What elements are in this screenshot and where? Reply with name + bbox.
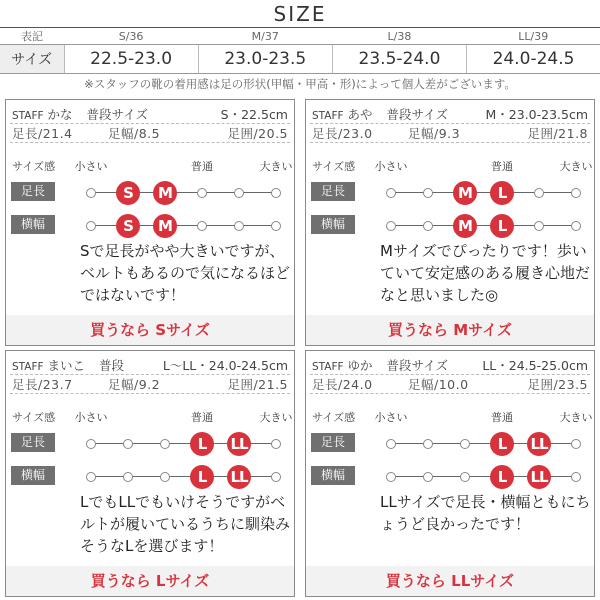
scale-large-label: 大きい bbox=[559, 411, 593, 424]
fit-scale-dot bbox=[423, 472, 433, 482]
size-marker: L bbox=[490, 181, 514, 205]
fit-scale-dot bbox=[571, 221, 581, 231]
usual-size-value: L〜LL・24.0-24.5cm bbox=[162, 358, 288, 373]
scale-large-label: 大きい bbox=[259, 160, 293, 173]
scale-normal-label: 普通 bbox=[191, 160, 213, 173]
fit-scale-dot bbox=[86, 188, 96, 198]
scale-large-label: 大きい bbox=[259, 411, 293, 424]
fit-scale-track bbox=[391, 225, 576, 226]
staff-tag: STAFF bbox=[12, 361, 44, 373]
staff-review-card bbox=[305, 350, 595, 597]
staff-header bbox=[12, 356, 288, 374]
foot-measurements bbox=[12, 375, 288, 391]
foot-length: 足長/21.4 bbox=[12, 126, 73, 141]
staff-header bbox=[12, 105, 288, 123]
usual-size-label: 普段サイズ bbox=[86, 107, 149, 122]
size-header-label: 表記 bbox=[21, 30, 43, 43]
size-marker: M bbox=[453, 214, 477, 238]
dashed-divider bbox=[10, 393, 290, 394]
fit-scale-dot bbox=[386, 188, 396, 198]
size-table-value-row bbox=[0, 45, 600, 74]
fit-row-label-width: 横幅 bbox=[11, 466, 55, 485]
fit-scale-dot bbox=[197, 188, 207, 198]
scale-normal-label: 普通 bbox=[191, 411, 213, 424]
foot-length: 足長/23.0 bbox=[312, 126, 373, 141]
fit-scale-dot bbox=[86, 221, 96, 231]
fit-disclaimer-note: ※スタッフの靴の着用感は足の形状(甲幅・甲高・形)によって個人差がございます。 bbox=[84, 77, 516, 91]
dashed-divider bbox=[310, 142, 590, 143]
staff-comment: LでもLLでもいけそうですがベルトが履いているうちに馴染みそうなLを選びます！ bbox=[80, 493, 291, 555]
scale-small-label: 小さい bbox=[74, 411, 108, 424]
staff-tag: STAFF bbox=[12, 110, 44, 122]
size-marker: M bbox=[453, 181, 477, 205]
fit-scale-dot bbox=[460, 439, 470, 449]
fit-scale-dot bbox=[571, 439, 581, 449]
size-col-name: LL/39 bbox=[518, 29, 549, 43]
foot-circumference: 足囲/21.8 bbox=[527, 126, 588, 141]
fit-scale-dot bbox=[386, 472, 396, 482]
foot-circumference: 足囲/23.5 bbox=[527, 377, 588, 392]
staff-name: あや bbox=[347, 107, 373, 122]
dashed-divider bbox=[310, 393, 590, 394]
foot-width: 足幅/10.0 bbox=[408, 377, 469, 392]
fit-scale-dot bbox=[423, 188, 433, 198]
fit-row-label-width: 横幅 bbox=[11, 215, 55, 234]
fit-row-label-width: 横幅 bbox=[311, 215, 355, 234]
size-col-name: M/37 bbox=[251, 29, 279, 43]
recommended-size: 買うなら LLサイズ bbox=[306, 566, 594, 596]
fit-scale-dot bbox=[460, 472, 470, 482]
size-marker: LL bbox=[227, 432, 251, 456]
fit-scale-dot bbox=[386, 221, 396, 231]
fit-scale-dot bbox=[123, 472, 133, 482]
size-col-name: S/36 bbox=[118, 29, 144, 43]
fit-scale-dot bbox=[234, 188, 244, 198]
foot-length: 足長/23.7 bbox=[12, 377, 73, 392]
fit-scale-dot bbox=[271, 439, 281, 449]
foot-width: 足幅/9.2 bbox=[108, 377, 161, 392]
size-marker: L bbox=[190, 465, 214, 489]
fit-scale-dot bbox=[160, 439, 170, 449]
fit-row-label-length: 足長 bbox=[11, 182, 55, 201]
size-marker: S bbox=[116, 181, 140, 205]
fit-scale-dot bbox=[271, 188, 281, 198]
recommended-size: 買うなら Mサイズ bbox=[306, 315, 594, 345]
scale-small-label: 小さい bbox=[74, 160, 108, 173]
fit-scale-dot bbox=[571, 188, 581, 198]
fit-row-label-length: 足長 bbox=[11, 433, 55, 452]
size-col-name: L/38 bbox=[387, 29, 412, 43]
size-range-cell: 24.0-24.5 bbox=[467, 45, 600, 74]
fit-scale-dot bbox=[571, 472, 581, 482]
staff-comment: Sで足長がやや大きいですが、ベルトもあるので気になるほどではないです！ bbox=[80, 242, 291, 304]
fit-scale-dot bbox=[534, 188, 544, 198]
scale-small-label: 小さい bbox=[374, 160, 408, 173]
fit-scale-dot bbox=[423, 221, 433, 231]
fit-scale-dot bbox=[534, 221, 544, 231]
size-table bbox=[0, 28, 600, 74]
staff-tag: STAFF bbox=[312, 361, 344, 373]
usual-size-label: 普段サイズ bbox=[386, 358, 449, 373]
staff-header bbox=[312, 356, 588, 374]
size-marker: LL bbox=[227, 465, 251, 489]
staff-comment: LLサイズで足長・横幅ともにちょうど良かったです！ bbox=[380, 493, 591, 533]
fit-scale-dot bbox=[86, 472, 96, 482]
fit-row-label-width: 横幅 bbox=[311, 466, 355, 485]
fit-row-label-length: 足長 bbox=[311, 433, 355, 452]
foot-length: 足長/24.0 bbox=[312, 377, 373, 392]
size-range-cell: 23.0-23.5 bbox=[198, 45, 332, 74]
fit-scale-label: サイズ感 bbox=[312, 411, 356, 424]
staff-review-card bbox=[5, 350, 295, 597]
staff-tag: STAFF bbox=[312, 110, 344, 122]
size-marker: LL bbox=[527, 432, 551, 456]
size-marker: L bbox=[490, 432, 514, 456]
size-marker: L bbox=[490, 214, 514, 238]
foot-measurements bbox=[12, 124, 288, 140]
fit-scale-label: サイズ感 bbox=[312, 160, 356, 173]
fit-scale-dot bbox=[160, 472, 170, 482]
size-range-cell: 22.5-23.0 bbox=[64, 45, 198, 74]
staff-name: かな bbox=[47, 107, 73, 122]
fit-scale-track bbox=[391, 192, 576, 193]
foot-circumference: 足囲/20.5 bbox=[227, 126, 288, 141]
staff-name: まいこ bbox=[47, 358, 86, 373]
staff-comment: Mサイズでぴったりです！歩いていて安定感のある履き心地だなと思いました◎ bbox=[380, 242, 591, 304]
staff-review-card bbox=[5, 99, 295, 346]
scale-large-label: 大きい bbox=[559, 160, 593, 173]
usual-size-value: S・22.5cm bbox=[220, 107, 288, 122]
foot-measurements bbox=[312, 124, 588, 140]
scale-normal-label: 普通 bbox=[491, 411, 513, 424]
fit-scale-dot bbox=[271, 472, 281, 482]
foot-width: 足幅/9.3 bbox=[408, 126, 461, 141]
size-marker: L bbox=[190, 432, 214, 456]
fit-scale-dot bbox=[86, 439, 96, 449]
size-marker: M bbox=[153, 214, 177, 238]
fit-scale-label: サイズ感 bbox=[12, 411, 56, 424]
foot-width: 足幅/8.5 bbox=[108, 126, 161, 141]
usual-size-label: 普段 bbox=[99, 358, 125, 373]
fit-scale-dot bbox=[123, 439, 133, 449]
staff-review-card bbox=[305, 99, 595, 346]
recommended-size: 買うなら Sサイズ bbox=[6, 315, 294, 345]
fit-scale-label: サイズ感 bbox=[12, 160, 56, 173]
size-table-header-row bbox=[0, 28, 600, 45]
size-marker: L bbox=[490, 465, 514, 489]
size-range-cell: 23.5-24.0 bbox=[332, 45, 466, 74]
page-title: SIZE bbox=[273, 2, 327, 26]
scale-small-label: 小さい bbox=[374, 411, 408, 424]
size-marker: S bbox=[116, 214, 140, 238]
fit-scale-dot bbox=[423, 439, 433, 449]
usual-size-value: M・23.0-23.5cm bbox=[485, 107, 588, 122]
size-row-label: サイズ bbox=[0, 45, 64, 74]
fit-scale-dot bbox=[386, 439, 396, 449]
foot-circumference: 足囲/21.5 bbox=[227, 377, 288, 392]
fit-scale-dot bbox=[234, 221, 244, 231]
dashed-divider bbox=[10, 142, 290, 143]
fit-row-label-length: 足長 bbox=[311, 182, 355, 201]
staff-name: ゆか bbox=[347, 358, 373, 373]
usual-size-label: 普段サイズ bbox=[386, 107, 449, 122]
foot-measurements bbox=[312, 375, 588, 391]
usual-size-value: LL・24.5-25.0cm bbox=[482, 358, 588, 373]
scale-normal-label: 普通 bbox=[491, 160, 513, 173]
size-marker: M bbox=[153, 181, 177, 205]
fit-scale-dot bbox=[197, 221, 207, 231]
recommended-size: 買うなら Lサイズ bbox=[6, 566, 294, 596]
fit-scale-dot bbox=[271, 221, 281, 231]
size-marker: LL bbox=[527, 465, 551, 489]
staff-header bbox=[312, 105, 588, 123]
